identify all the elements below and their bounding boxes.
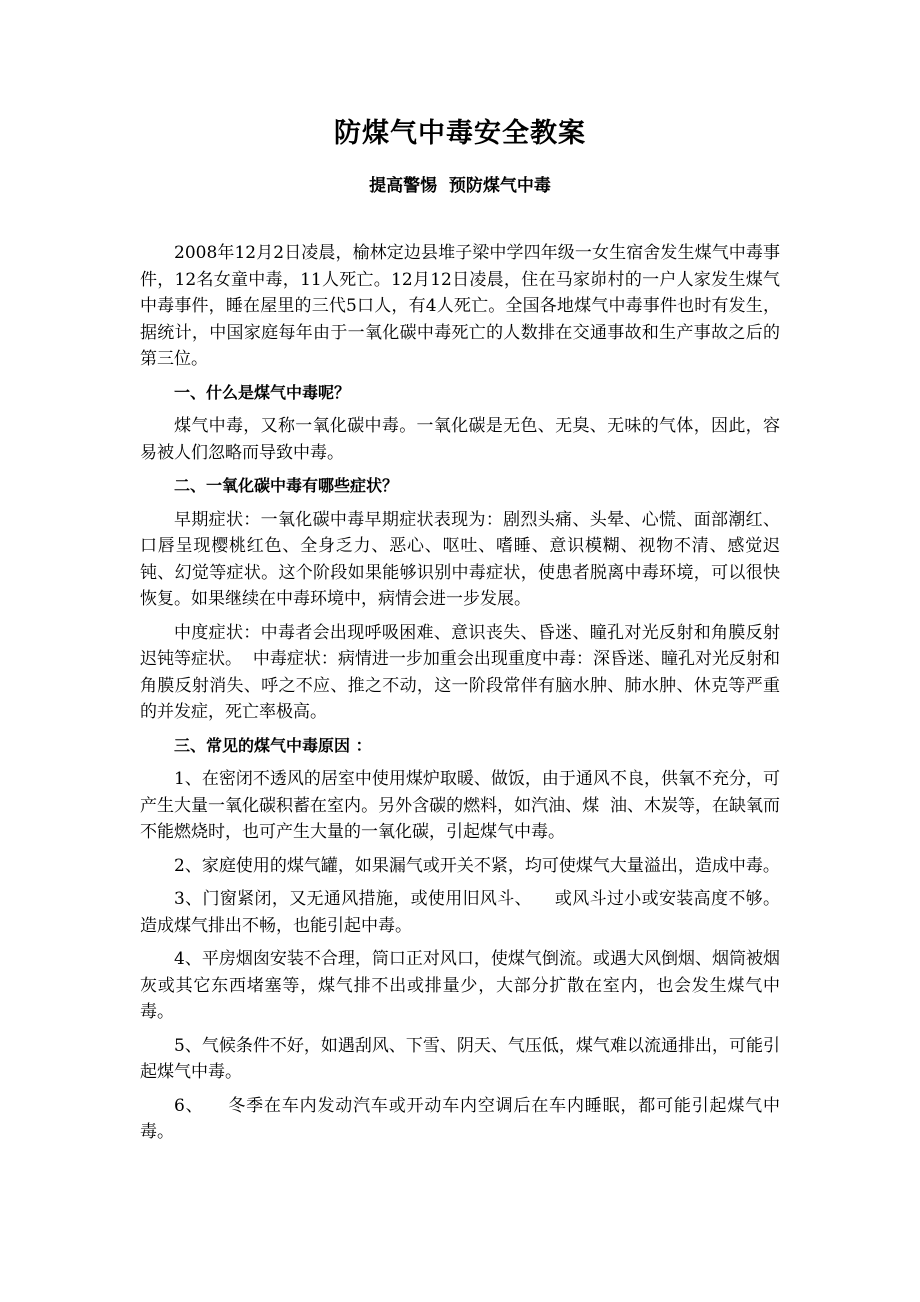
- cause-item-3: 3、门窗紧闭，又无通风措施，或使用旧风斗、 或风斗过小或安装高度不够。造成煤气排出不畅，也能引起中毒。: [140, 889, 780, 936]
- cause-item-6: 6、 冬季在车内发动汽车或开动车内空调后在车内睡眠，都可能引起煤气中毒。: [140, 1095, 780, 1142]
- cause-item-2: 2、家庭使用的煤气罐，如果漏气或开关不紧，均可使煤气大量溢出，造成中毒。: [174, 855, 780, 876]
- section-paragraph-early-symptoms: 早期症状：一氧化碳中毒早期症状表现为：剧烈头痛、头晕、心慌、面部潮红、口唇呈现樱桃红色、全身乏力、恶心、呕吐、嗜睡、意识模糊、视物不清、感觉迟钝、幻觉等症状。这个阶段如果能够识别中毒症状，使患者脱离中毒环境，可以很快恢复。如果继续在中毒环境中，病情会进一步发展。: [140, 509, 780, 609]
- section-heading-what-is: 一、什么是煤气中毒呢？: [174, 382, 351, 402]
- document-subtitle: 提高警惕 预防煤气中毒: [369, 176, 551, 196]
- section-paragraph-moderate-symptoms: 中度症状：中毒者会出现呼吸困难、意识丧失、昏迷、瞳孔对光反射和角膜反射迟钝等症状。 中毒症状：病情进一步加重会出现重度中毒：深昏迷、瞳孔对光反射和角膜反射消失、呼之不应、推之不动，这一阶段常伴有脑水肿、肺水肿、休克等严重的并发症，死亡率极高。: [140, 622, 780, 722]
- document-title: 防煤气中毒安全教案: [334, 118, 586, 149]
- cause-item-1: 1、在密闭不透风的居室中使用煤炉取暖、做饭，由于通风不良，供氧不充分，可产生大量一氧化碳积蓄在室内。另外含碳的燃料，如汽油、煤 油、木炭等，在缺氧而不能燃烧时，也可产生大量的一氧化碳，引起煤气中毒。: [140, 769, 780, 842]
- document-body: [140, 240, 780, 1153]
- cause-item-4: 4、平房烟囱安装不合理，筒口正对风口，使煤气倒流。或遇大风倒烟、烟筒被烟灰或其它东西堵塞等，煤气排不出或排量少，大部分扩散在室内，也会发生煤气中毒。: [140, 949, 780, 1022]
- section-heading-causes: 三、常见的煤气中毒原因 ：: [174, 735, 372, 755]
- section-heading-symptoms: 二、一氧化碳中毒有哪些症状？: [174, 476, 399, 495]
- cause-item-5: 5、气候条件不好，如遇刮风、下雪、阴天、气压低，煤气难以流通排出，可能引起煤气中毒。: [140, 1035, 780, 1082]
- intro-paragraph: 2008年12月2日凌晨，榆林定边县堆子梁中学四年级一女生宿舍发生煤气中毒事件，12名女童中毒，11人死亡。12月12日凌晨，住在马家峁村的一户人家发生煤气中毒事件，睡在屋里的三代5口人，有4人死亡。全国各地煤气中毒事件也时有发生，据统计，中国家庭每年由于一氧化碳中毒死亡的人数排在交通事故和生产事故之后的第三位。: [140, 243, 780, 369]
- section-paragraph-definition: 煤气中毒，又称一氧化碳中毒。一氧化碳是无色、无臭、无味的气体，因此，容易被人们忽略而导致中毒。: [140, 416, 780, 463]
